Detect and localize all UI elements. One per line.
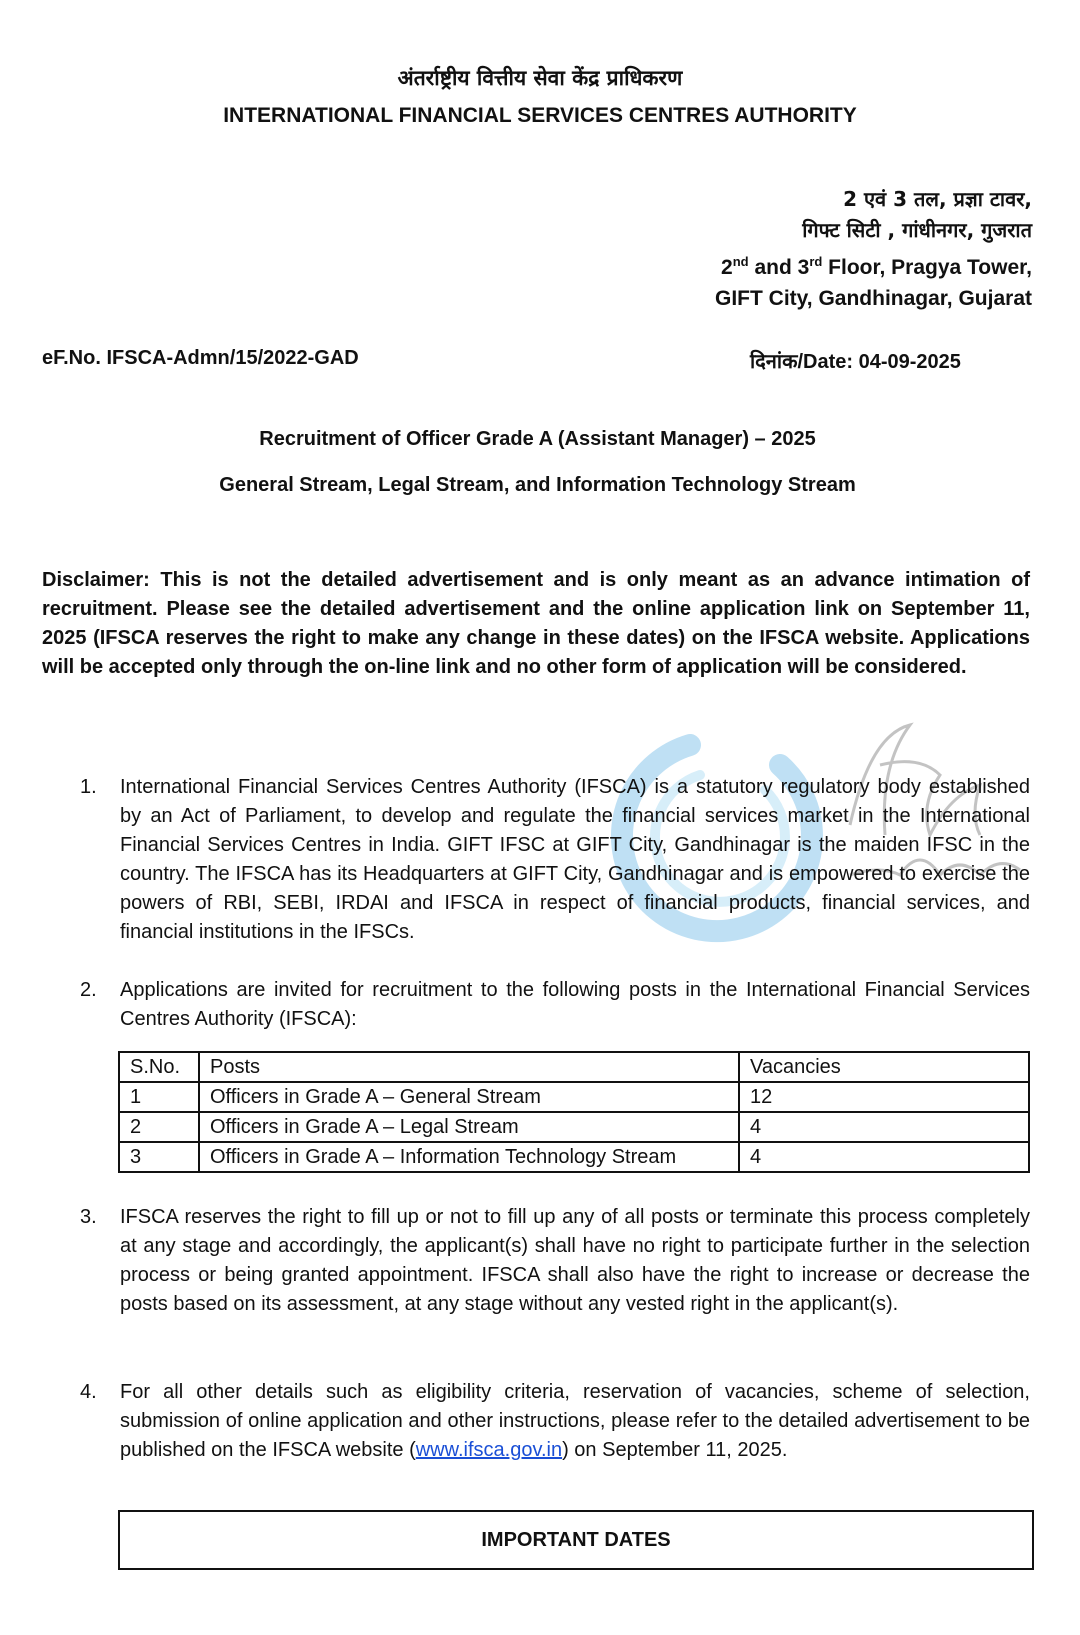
list-item [80,1378,1030,1465]
address-hindi-line1: 2 एवं 3 तल, प्रज्ञा टावर, [843,187,1032,211]
list-item [80,773,1030,947]
item-number: 1. [80,776,97,798]
item-text: International Financial Services Centres Authority (IFSCA) is a statutory regulatory body established by an Act of Parliament, to develop and regulate the financial services market in the International Financial Services Centres in India. GIFT IFSC at GIFT City, Gandhinagar is the maiden IFSC in the country. The IFSCA has its Headquarters at GIFT City, Gandhinagar and is empowered to exercise the powers of RBI, SEBI, IRDAI and IFSCA in respect of financial products, financial services, and financial institutions in the IFSCs. [120,776,1030,943]
table-cell: 4 [739,1112,1029,1142]
table-header: S.No. [119,1052,199,1082]
disclaimer: Disclaimer: This is not the detailed advertisement and is only meant as an advance intimation of recruitment. Please see the detailed advertisement and the online application link on September 11, 2025 (IFSCA reserves the right to make any change in these dates) on the IFSCA website. Applications will be accepted only through the on-line link and no other form of application will be considered. [42,569,1030,678]
table-cell: 12 [739,1082,1029,1112]
table-cell: 3 [119,1142,199,1172]
item-number: 2. [80,979,97,1001]
table-row [119,1142,1029,1172]
table-cell: 4 [739,1142,1029,1172]
subject-line2: General Stream, Legal Stream, and Information Technology Stream [219,474,856,496]
table-cell: 2 [119,1112,199,1142]
list-item [80,976,1030,1034]
item-number: 3. [80,1206,97,1228]
table-cell: Officers in Grade A – Legal Stream [199,1112,739,1142]
address-english-line1: 2nd and 3rd Floor, Pragya Tower, [721,254,1032,279]
item-text: IFSCA reserves the right to fill up or not to fill up any of all posts or terminate this process completely at any stage and accordingly, the applicant(s) shall have no right to participate further in the selection process or being granted appointment. IFSCA shall also have the right to increase or decrease the posts based on its assessment, at any stage without any vested right in the applicant(s). [120,1206,1030,1315]
table-cell: Officers in Grade A – Information Technology Stream [199,1142,739,1172]
table-cell: Officers in Grade A – General Stream [199,1082,739,1112]
file-number: eF.No. IFSCA-Admn/15/2022-GAD [42,347,359,369]
document-date: दिनांक/Date: 04-09-2025 [750,349,961,373]
item-number: 4. [80,1381,97,1403]
subject-line1: Recruitment of Officer Grade A (Assistant Manager) – 2025 [259,428,816,450]
table-header: Vacancies [739,1052,1029,1082]
table-header: Posts [199,1052,739,1082]
list-item [80,1203,1030,1319]
important-dates-heading: IMPORTANT DATES [118,1510,1034,1570]
english-title: INTERNATIONAL FINANCIAL SERVICES CENTRES AUTHORITY [223,104,857,127]
table-row [119,1112,1029,1142]
table-header-row [119,1052,1029,1082]
address-block [715,184,1032,314]
posts-table [118,1051,1030,1173]
address-english-line2: GIFT City, Gandhinagar, Gujarat [715,287,1032,310]
hindi-title: अंतर्राष्ट्रीय वित्तीय सेवा केंद्र प्राधिकरण [397,66,683,90]
table-row [119,1082,1029,1112]
address-hindi-line2: गिफ्ट सिटी , गांधीनगर, गुजरात [802,218,1032,242]
item-text: For all other details such as eligibility criteria, reservation of vacancies, scheme of selection, submission of online application and other instructions, please refer to the detailed advertisement to be published on the IFSCA website (www.ifsca.gov.in) on September 11, 2025. [120,1381,1030,1461]
item-text: Applications are invited for recruitment to the following posts in the International Financial Services Centres Authority (IFSCA): [120,979,1030,1030]
table-cell: 1 [119,1082,199,1112]
ifsca-website-link[interactable]: www.ifsca.gov.in [415,1439,563,1461]
